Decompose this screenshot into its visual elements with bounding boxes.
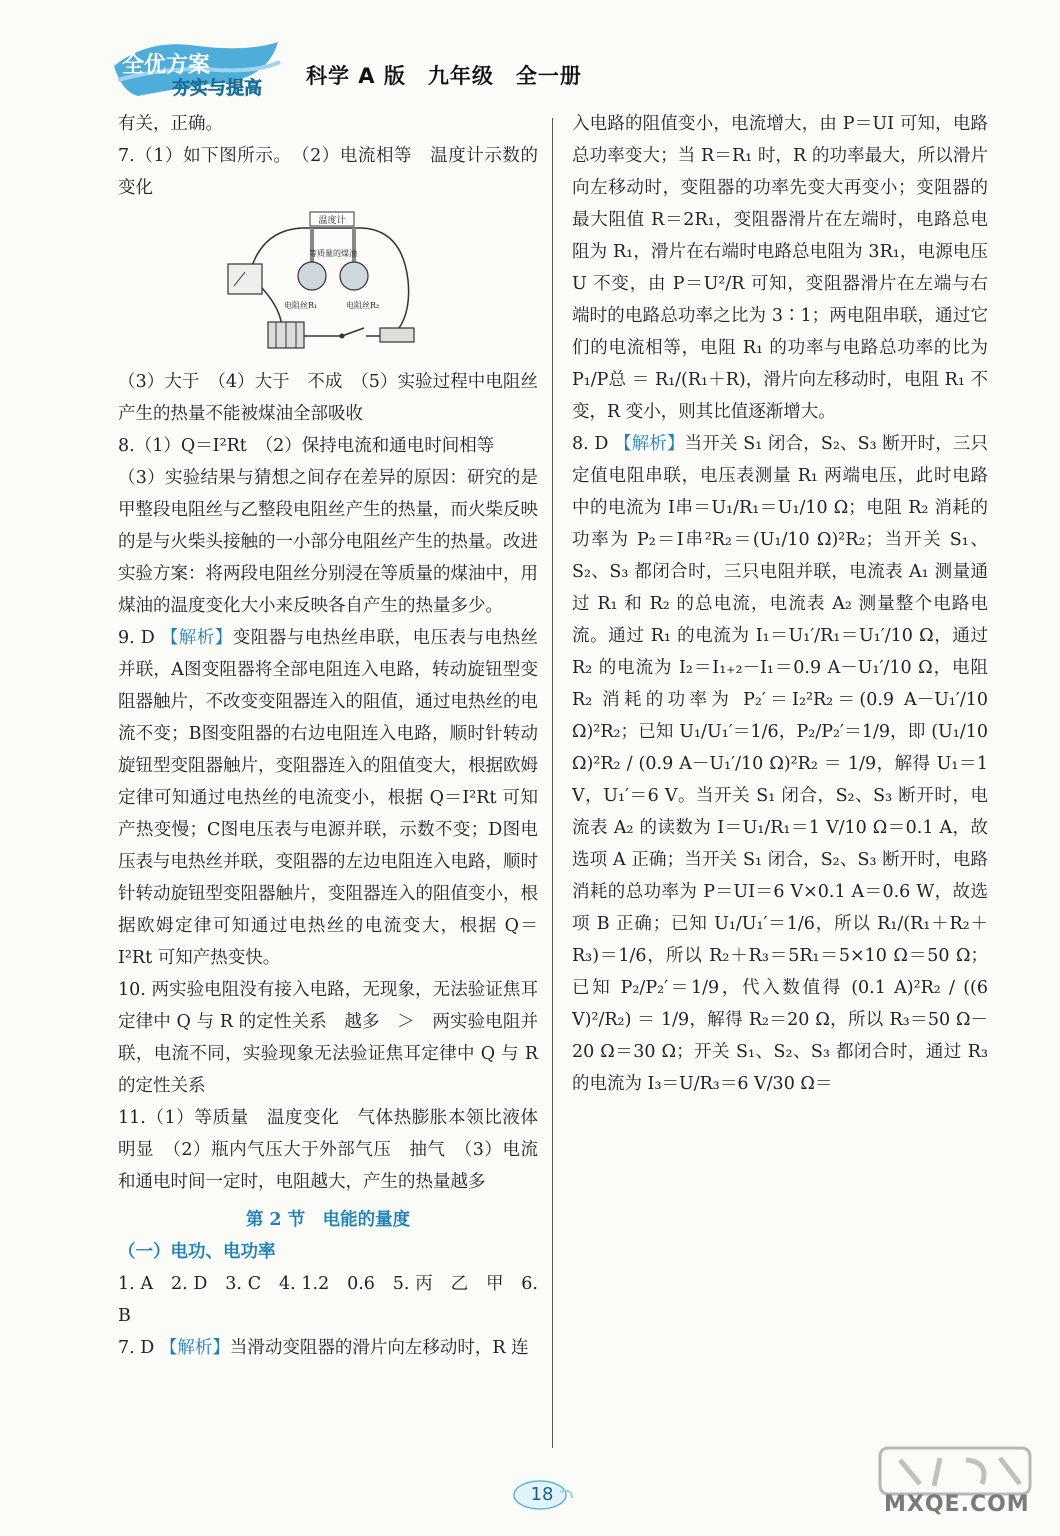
analysis-tag: 【解析】	[159, 1338, 230, 1358]
circuit-diagram	[222, 210, 442, 360]
subsection-title: （一）电功、电功率	[118, 1242, 276, 1262]
answer-continuation: 有关，正确。	[118, 114, 223, 134]
thermometer-label: 温度计	[318, 216, 346, 226]
logo-text-line2: 夯实与提高	[172, 78, 262, 99]
answer-8-part3: （3）实验结果与猜想之间存在差异的原因：研究的是甲整段电阻丝与乙整段电阻丝产生的热量，而火柴反映的是与火柴头接触的一小部分电阻丝产生的热量。改进实验方案：将两段电阻丝分别浸在等质量的煤油中，用煤油的温度变化大小来反映各自产生的热量多少。	[118, 468, 538, 616]
page-number: 18	[530, 1484, 554, 1505]
page-number-badge	[510, 1478, 574, 1512]
column-divider	[552, 118, 553, 1448]
book-title: 科学 A 版 九年级 全一册	[306, 64, 582, 88]
answers-1-6: 1. A 2. D 3. C 4. 1.2 0.6 5. 丙 乙 甲 6. B	[118, 1274, 538, 1326]
answer-7-body: 当滑动变阻器的滑片向左移动时，R 连	[229, 1338, 529, 1358]
answer-7-section2	[118, 1332, 538, 1364]
answer-8-section2	[572, 428, 988, 1100]
answer-11: 11.（1）等质量 温度变化 气体热膨胀本领比液体明显 （2）瓶内气压大于外部气压 抽气 （3）电流和通电时间一定时，电阻越大，产生的热量越多	[118, 1108, 538, 1192]
analysis-tag: 【解析】	[160, 628, 233, 648]
answer-9	[118, 622, 538, 974]
analysis-tag: 【解析】	[614, 434, 685, 454]
resistor-r1-label: 电阻丝R₁	[284, 301, 318, 310]
answer-7-continued: （3）大于 （4）大于 不成 （5）实验过程中电阻丝产生的热量不能被煤油全部吸收	[118, 372, 538, 424]
series-logo	[108, 36, 286, 102]
answer-7: 7.（1）如下图所示。 （2）电流相等 温度计示数的变化	[118, 146, 538, 198]
answer-7-number: 7. D	[118, 1338, 160, 1358]
logo-text-line1: 全优方案	[122, 53, 211, 78]
answer-10: 10. 两实验电阻没有接入电路，无现象，无法验证焦耳定律中 Q 与 R 的定性关系 越多 ＞ 两实验电阻并联，电流不同，实验现象无法验证焦耳定律中 Q 与 R 的定性关系	[118, 980, 538, 1096]
left-column	[118, 108, 538, 1364]
section-title: 第 2 节 电能的量度	[245, 1210, 411, 1230]
resistor-r2-label: 电阻丝R₂	[346, 301, 380, 310]
answer-8-body: 当开关 S₁ 闭合，S₂、S₃ 断开时，三只定值电阻串联，电压表测量 R₁ 两端电压，此时电路中的电流为 I串＝U₁/R₁＝U₁/10 Ω；电阻 R₂ 消耗的功率为 P₂＝I串²R₂＝(U₁/10 Ω)²R₂；当开关 S₁、S₂、S₃ 都闭合时，三只电阻并联，电流表 A₁ 测量通过 R₁ 和 R₂ 的总电流，电流表 A₂ 测量整个电路电流。通过 R₁ 的电流为 I₁＝U₁′/R₁＝U₁′/10 Ω，通过 R₂ 的电流为 I₂＝I₁₊₂－I₁＝0.9 A－U₁′/10 Ω，电阻 R₂ 消耗的功率为 P₂′＝I₂²R₂＝(0.9 A－U₁′/10 Ω)²R₂；已知 U₁/U₁′＝1/6，P₂/P₂′＝1/9，即 (U₁/10 Ω)²R₂ / (0.9 A－U₁′/10 Ω)²R₂ ＝ 1/9，解得 U₁＝1 V，U₁′＝6 V。当开关 S₁ 闭合，S₂、S₃ 断开时，电流表 A₂ 的读数为 I＝U₁/R₁＝1 V/10 Ω＝0.1 A，故选项 A 正确；当开关 S₁ 闭合，S₂、S₃ 断开时，电路消耗的总功率为 P＝UI＝6 V×0.1 A＝0.6 W，故选项 B 正确；已知 U₁/U₁′＝1/6，所以 R₁/(R₁＋R₂＋R₃)＝1/6，所以 R₂＋R₃＝5R₁＝5×10 Ω＝50 Ω；已知 P₂/P₂′＝1/9，代入数值得 (0.1 A)²R₂ / ((6 V)²/R₂) ＝ 1/9，解得 R₂＝20 Ω，所以 R₃＝50 Ω－20 Ω＝30 Ω；开关 S₁、S₂、S₃ 都闭合时，通过 R₃ 的电流为 I₃＝U/R₃＝6 V/30 Ω＝	[572, 434, 989, 1094]
answer-9-body: 变阻器与电热丝串联，电压表与电热丝并联，A图变阻器将全部电阻连入电路，转动旋钮型变阻器触片，不改变变阻器连入的阻值，通过电热丝的电流不变；B图变阻器的右边电阻连入电路，顺时针转动旋钮型变阻器触片，变阻器连入的阻值变大，根据欧姆定律可知通过电热丝的电流变小，根据 Q＝I²Rt 可知产热变慢；C图电压表与电源并联，示数不变；D图电压表与电热丝并联，变阻器的左边电阻连入电路，顺时针转动旋钮型变阻器触片，变阻器连入的阻值变小，根据欧姆定律可知通过电热丝的电流变大，根据 Q＝I²Rt 可知产热变快。	[118, 628, 539, 968]
answer-8: 8.（1）Q＝I²Rt （2）保持电流和通电时间相等	[118, 436, 495, 456]
watermark-text: MXQE.COM	[884, 1492, 1030, 1517]
answer-9-number: 9. D	[118, 628, 161, 648]
answer-8-number: 8. D	[572, 434, 615, 454]
right-column	[572, 108, 988, 1100]
kerosene-label: 等质量的煤油	[309, 249, 357, 258]
page-header	[108, 36, 628, 108]
answer-7-continuation: 入电路的阻值变小，电流增大，由 P＝UI 可知，电路总功率变大；当 R＝R₁ 时，R 的功率最大，所以滑片向左移动时，变阻器的功率先变大再变小；变阻器的最大阻值 R＝2R₁，变阻器滑片在左端时，电路总电阻为 R₁，滑片在右端时电路总电阻为 3R₁，电源电压 U 不变，由 P＝U²/R 可知，变阻器滑片在左端与右端时的电路总功率之比为 3∶1；两电阻串联，通过它们的电流相等，电阻 R₁ 的功率与电路总功率的比为 P₁/P总 ＝ R₁/(R₁＋R)，滑片向左移动时，电阻 R₁ 不变，R 变小，则其比值逐渐增大。	[572, 114, 988, 422]
